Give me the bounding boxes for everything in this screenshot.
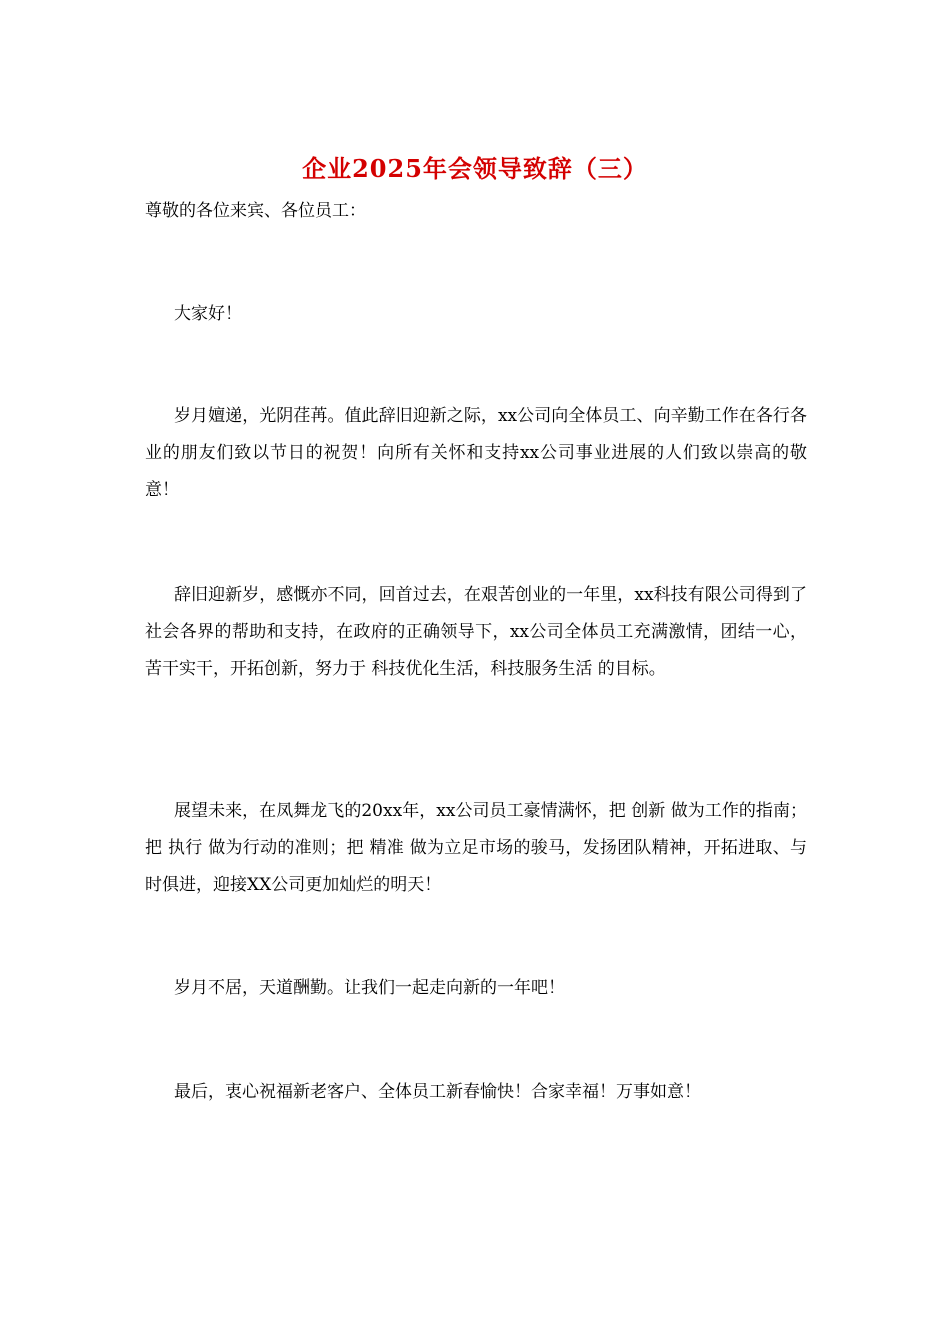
- salutation: 尊敬的各位来宾、各位员工：: [145, 201, 366, 221]
- paragraph-holiday-wishes: 岁月嬗递，光阴荏苒。值此辞旧迎新之际，xx公司向全体员工、向辛勤工作在各行各业的朋友们致以节日的祝贺！向所有关怀和支持xx公司事业进展的人们致以崇高的敬意！: [145, 406, 807, 500]
- paragraph-review: 辞旧迎新岁，感慨亦不同，回首过去，在艰苦创业的一年里，xx科技有限公司得到了社会各界的帮助和支持，在政府的正确领导下，xx公司全体员工充满激情，团结一心，苦干实干，开拓创新，努力于 科技优化生活，科技服务生活 的目标。: [145, 585, 807, 679]
- paragraph-greeting: 大家好！: [174, 304, 242, 324]
- paragraph-new-year: 岁月不居，天道酬勤。让我们一起走向新的一年吧！: [174, 978, 565, 998]
- paragraph-closing-wishes: 最后，衷心祝福新老客户、全体员工新春愉快！合家幸福！万事如意！: [174, 1082, 701, 1102]
- document-title: 企业2025年会领导致辞（三）: [302, 154, 648, 183]
- paragraph-outlook: 展望未来，在凤舞龙飞的20xx年，xx公司员工豪情满怀，把 创新 做为工作的指南；把 执行 做为行动的准则；把 精准 做为立足市场的骏马，发扬团队精神，开拓进取、与时俱进，迎接XX公司更加灿烂的明天！: [145, 801, 807, 895]
